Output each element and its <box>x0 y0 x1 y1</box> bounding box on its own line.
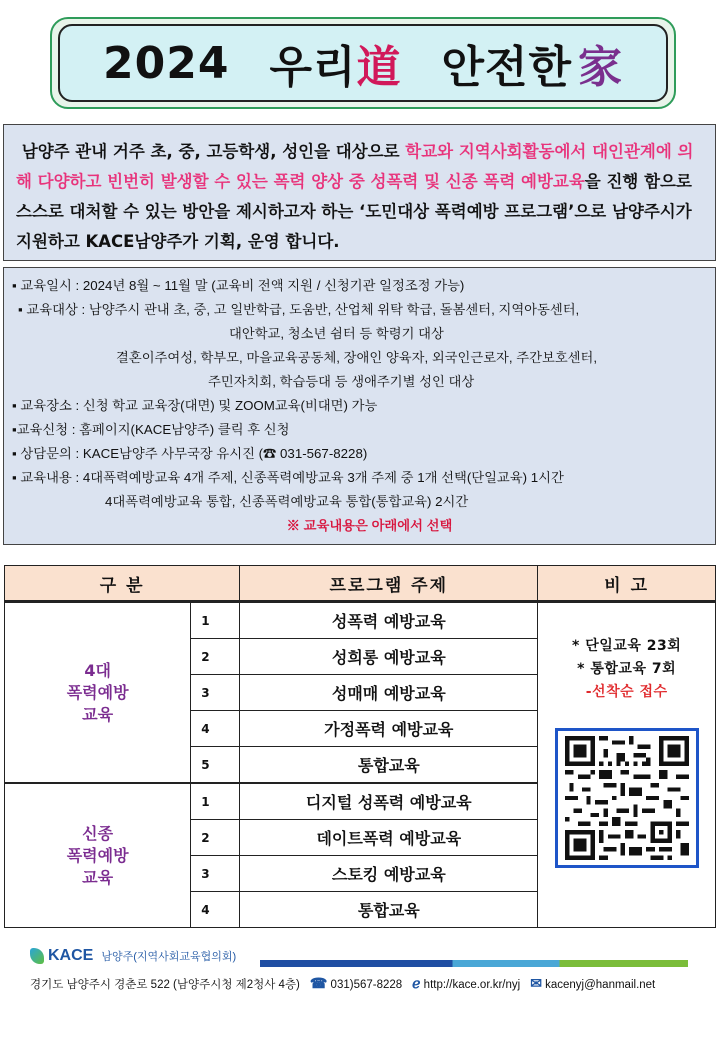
program-table <box>4 565 716 928</box>
footer-web[interactable]: http://kace.or.kr/nyj <box>423 979 521 991</box>
row-topic: 성매매 예방교육 <box>240 675 538 711</box>
row-number: 5 <box>191 747 240 784</box>
kace-logo-text: KACE <box>48 947 94 964</box>
row-number: 4 <box>191 711 240 747</box>
row-topic: 가정폭력 예방교육 <box>240 711 538 747</box>
row-number: 4 <box>191 892 240 928</box>
info-place: ▪ 교육장소 : 신청 학교 교육장(대면) 및 ZOOM교육(비대면) 가능 <box>12 398 378 413</box>
header-remark: 비 고 <box>538 566 716 602</box>
row-topic: 데이트폭력 예방교육 <box>240 820 538 856</box>
group-new-violence <box>5 783 191 928</box>
row-topic: 성희롱 예방교육 <box>240 639 538 675</box>
title-word-3 <box>441 31 623 95</box>
intro-seg-1: 남양주 관내 거주 초, 중, 고등학생, 성인을 대상으로 <box>21 142 406 161</box>
info-content-1: ▪ 교육내용 : 4대폭력예방교육 4개 주제, 신종폭력예방교육 3개 주제 중 1개 선택(단일교육) 1시간 <box>12 470 564 485</box>
footer-stripe <box>260 960 688 967</box>
remark-first-come: -선착순 접수 <box>585 684 668 700</box>
intro-box <box>3 124 716 261</box>
row-number: 1 <box>191 602 240 639</box>
group-label-line: 폭력예방 <box>66 682 129 702</box>
row-number: 2 <box>191 820 240 856</box>
intro-seg-2: 학교와 지역사회활동에서 대인관계에 의해 다양하고 빈번히 발생할 수 있는 폭력 양상 중 성폭력 및 신종 폭력 예방교육 <box>16 142 694 191</box>
row-number: 2 <box>191 639 240 675</box>
title-year: 2024 <box>103 37 230 89</box>
row-topic: 디지털 성폭력 예방교육 <box>240 783 538 820</box>
remark-integrated: * 통합교육 7회 <box>577 661 677 677</box>
kace-logo <box>30 947 236 965</box>
group-label-line: 교육 <box>82 867 114 887</box>
footer-contact-line <box>30 975 700 992</box>
footer-phone-group <box>310 975 402 992</box>
web-icon: ℯ <box>412 975 421 991</box>
group-4-violence <box>5 602 191 784</box>
footer-address: 경기도 남양주시 경춘로 522 (남양주시청 제2청사 4층) <box>30 978 300 991</box>
qr-code-icon <box>563 736 691 860</box>
footer-phone: 031)567-8228 <box>330 979 403 991</box>
row-topic: 통합교육 <box>240 747 538 784</box>
intro-paragraph <box>16 137 703 257</box>
header-category: 구 분 <box>5 566 240 602</box>
title-word-3-text: 안전한 <box>441 42 572 93</box>
table-row <box>5 602 716 639</box>
footer-email-group[interactable] <box>530 975 655 992</box>
qr-code[interactable] <box>555 728 699 868</box>
row-number: 1 <box>191 783 240 820</box>
remark-single: * 단일교육 23회 <box>572 638 682 654</box>
info-target-4: 주민자치회, 학습등대 등 생애주기별 성인 대상 <box>208 374 475 389</box>
intro-seg-3: 을 진행 함으로 스스로 대처할 수 있는 방안을 제시하고자 하는 ‘도민대상 폭력예방 프로그램’으로 남양주시가 지원하고 KACE남양주가 기획, 운영 합니다. <box>16 172 692 251</box>
group-label-line: 4대 <box>84 660 111 680</box>
header-topic: 프로그램 주제 <box>240 566 538 602</box>
info-target-1: ▪ 교육대상 : 남양주시 관내 초, 중, 고 일반학급, 도움반, 산업체 위탁 학급, 돌봄센터, 지역아동센터, <box>18 302 580 317</box>
title-word-1-text: 우리 <box>269 42 357 93</box>
title-word-2: 道 <box>356 42 402 93</box>
footer-email[interactable]: kacenyj@hanmail.net <box>545 979 656 991</box>
group-label-line: 신종 <box>82 823 114 843</box>
email-icon: ✉ <box>530 975 542 991</box>
row-topic: 통합교육 <box>240 892 538 928</box>
info-content-2: 4대폭력예방교육 통합, 신종폭력예방교육 통합(통합교육) 2시간 <box>105 494 469 509</box>
info-note: ※ 교육내용은 아래에서 선택 <box>286 518 453 533</box>
info-target-3: 결혼이주여성, 학부모, 마을교육공동체, 장애인 양육자, 외국인근로자, 주간보호센터, <box>116 350 598 365</box>
row-topic: 성폭력 예방교육 <box>240 602 538 639</box>
row-number: 3 <box>191 856 240 892</box>
group-label-line: 폭력예방 <box>66 845 129 865</box>
kace-logo-subtitle: 남양주(지역사회교육협의회) <box>101 951 237 963</box>
row-number: 3 <box>191 675 240 711</box>
info-target-2: 대안학교, 청소년 쉼터 등 학령기 대상 <box>229 326 444 341</box>
info-apply: ▪교육신청 : 홈페이지(KACE남양주) 클릭 후 신청 <box>12 422 290 437</box>
info-contact: ▪ 상담문의 : KACE남양주 사무국장 유시진 (☎ 031-567-8228) <box>12 446 368 461</box>
title-inner <box>58 24 668 102</box>
remark-cell <box>538 602 716 928</box>
info-box <box>3 267 716 545</box>
kace-logo-icon <box>30 948 44 964</box>
title-word-1 <box>269 31 401 95</box>
info-date: ▪ 교육일시 : 2024년 8월 ~ 11월 말 (교육비 전액 지원 / 신청기관 일정조정 가능) <box>12 278 465 293</box>
row-topic: 스토킹 예방교육 <box>240 856 538 892</box>
title-word-4: 家 <box>578 42 623 93</box>
title-banner <box>50 17 676 109</box>
phone-icon: ☎ <box>309 975 328 991</box>
footer-web-group[interactable] <box>412 975 520 992</box>
footer-logo-bar <box>30 947 690 973</box>
table-header-row <box>5 566 716 602</box>
group-label-line: 교육 <box>82 704 114 724</box>
